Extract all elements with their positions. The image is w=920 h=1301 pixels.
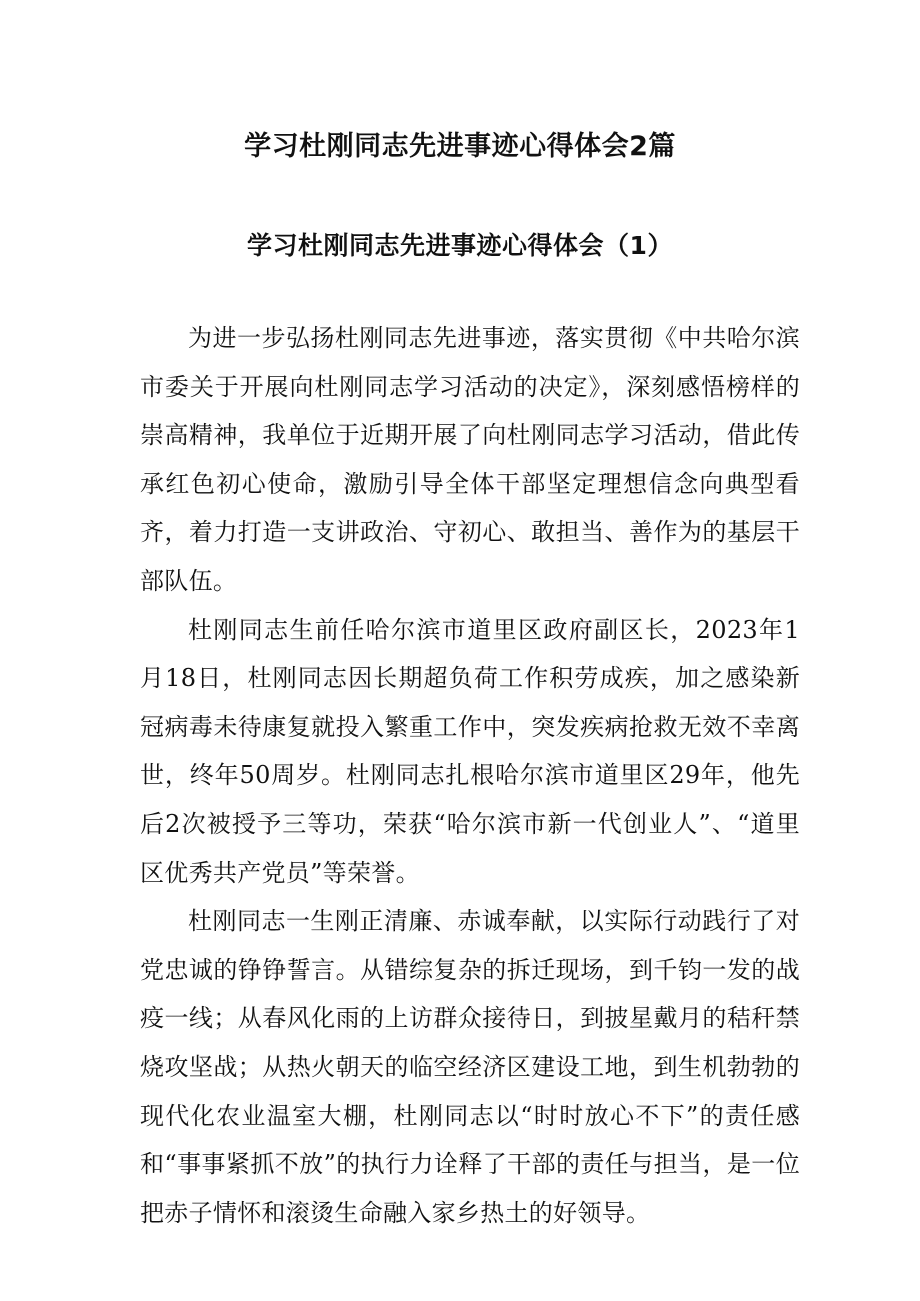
document-subtitle: 学习杜刚同志先进事迹心得体会（1） xyxy=(247,231,673,260)
paragraph-1: 为进一步弘扬杜刚同志先进事迹，落实贯彻《中共哈尔滨市委关于开展向杜刚同志学习活动的决定》，深刻感悟榜样的崇高精神，我单位于近期开展了向杜刚同志学习活动，借此传承红色初心使命，激励引导全体干部坚定理想信念向典型看齐，着力打造一支讲政治、守初心、敢担当、善作为的基层干部队伍。 xyxy=(140,324,800,595)
document-body xyxy=(140,314,800,1237)
paragraph-2: 杜刚同志生前任哈尔滨市道里区政府副区长，2023年1月18日，杜刚同志因长期超负荷工作积劳成疾，加之感染新冠病毒未待康复就投入繁重工作中，突发疾病抢救无效不幸离世，终年50周岁。杜刚同志扎根哈尔滨市道里区29年，他先后2次被授予三等功，荣获“哈尔滨市新一代创业人”、“道里区优秀共产党员”等荣誉。 xyxy=(140,615,800,887)
paragraph-3: 杜刚同志一生刚正清廉、赤诚奉献，以实际行动践行了对党忠诚的铮铮誓言。从错综复杂的拆迁现场，到千钧一发的战疫一线；从春风化雨的上访群众接待日，到披星戴月的秸秆禁烧攻坚战；从热火朝天的临空经济区建设工地，到生机勃勃的现代化农业温室大棚，杜刚同志以“时时放心不下”的责任感和“事事紧抓不放”的执行力诠释了干部的责任与担当，是一位把赤子情怀和滚烫生命融入家乡热土的好领导。 xyxy=(140,907,800,1227)
document-title: 学习杜刚同志先进事迹心得体会2篇 xyxy=(244,131,676,162)
